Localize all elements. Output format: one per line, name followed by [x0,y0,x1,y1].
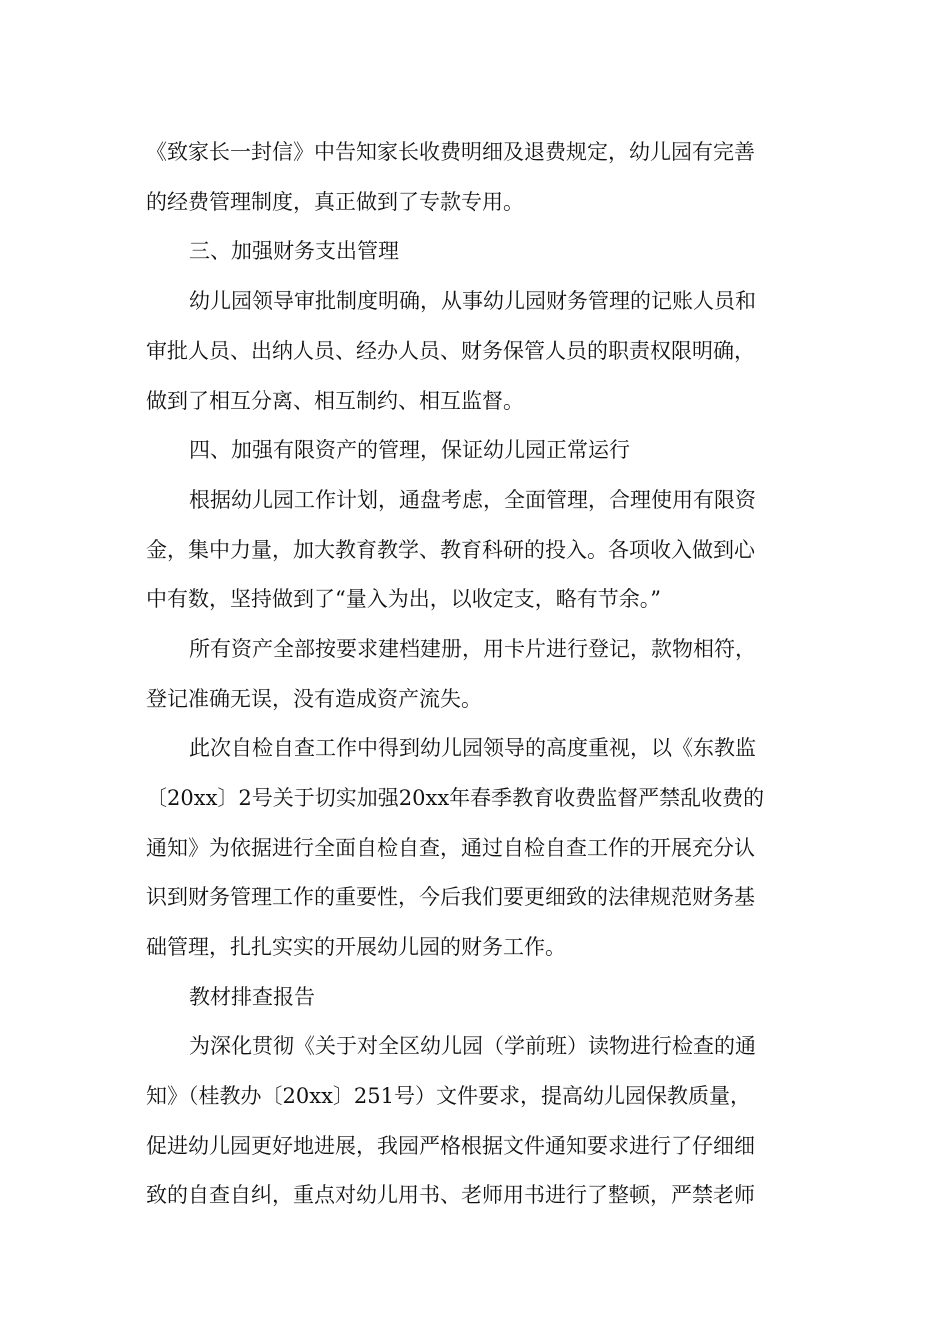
text-line [0,480,950,520]
line-text: 中有数，坚持做到了“量入为出，以收定支，略有节余。” [146,587,661,611]
line-text: 幼儿园领导审批制度明确，从事幼儿园财务管理的记账人员和 [189,289,756,313]
line-text: 教材排查报告 [189,985,315,1009]
line-text: 根据幼儿园工作计划，通盘考虑，全面管理，合理使用有限资 [189,488,756,512]
text-line [0,778,950,818]
line-text: 金，集中力量，加大教育教学、教育科研的投入。各项收入做到心 [146,538,755,562]
text-line [0,1026,950,1066]
line-text: 识到财务管理工作的重要性，今后我们要更细致的法律规范财务基 [146,885,755,909]
text-line [0,530,950,570]
text-line [0,828,950,868]
line-text: 通知》为依据进行全面自检自查，通过自检自查工作的开展充分认 [146,836,755,860]
text-line [0,679,950,719]
line-text: 四、加强有限资产的管理，保证幼儿园正常运行 [189,438,630,462]
section-heading [0,430,950,470]
line-text: 为深化贯彻《关于对全区幼儿园（学前班）读物进行检查的通 [189,1034,756,1058]
text-line [0,1175,950,1215]
text-line [0,877,950,917]
line-text: 做到了相互分离、相互制约、相互监督。 [146,389,524,413]
line-text: 础管理，扎扎实实的开展幼儿园的财务工作。 [146,935,566,959]
text-line [0,182,950,222]
text-line [0,281,950,321]
line-text: 的经费管理制度，真正做到了专款专用。 [146,190,524,214]
line-text: 审批人员、出纳人员、经办人员、财务保管人员的职责权限明确， [146,339,755,363]
text-line [0,381,950,421]
text-line [0,579,950,619]
text-line [0,1076,950,1116]
line-text: 《致家长一封信》中告知家长收费明细及退费规定，幼儿园有完善 [146,140,755,164]
line-text: 所有资产全部按要求建档建册，用卡片进行登记，款物相符， [189,637,756,661]
text-line [0,927,950,967]
text-line [0,132,950,172]
text-line [0,1126,950,1166]
line-text: 知》（桂教办〔20xx〕251号）文件要求，提高幼儿园保教质量， [146,1084,751,1108]
line-text: 致的自查自纠，重点对幼儿用书、老师用书进行了整顿，严禁老师 [146,1183,755,1207]
text-line [0,629,950,669]
text-line [0,331,950,371]
line-text: 此次自检自查工作中得到幼儿园领导的高度重视，以《东教监 [189,736,756,760]
line-text: 〔20xx〕2号关于切实加强20xx年春季教育收费监督严禁乱收费的 [146,786,765,810]
section-heading [0,231,950,271]
line-text: 三、加强财务支出管理 [189,239,399,263]
line-text: 促进幼儿园更好地进展，我园严格根据文件通知要求进行了仔细细 [146,1134,755,1158]
line-text: 登记准确无误，没有造成资产流失。 [146,687,482,711]
text-line [0,728,950,768]
section-heading [0,977,950,1017]
